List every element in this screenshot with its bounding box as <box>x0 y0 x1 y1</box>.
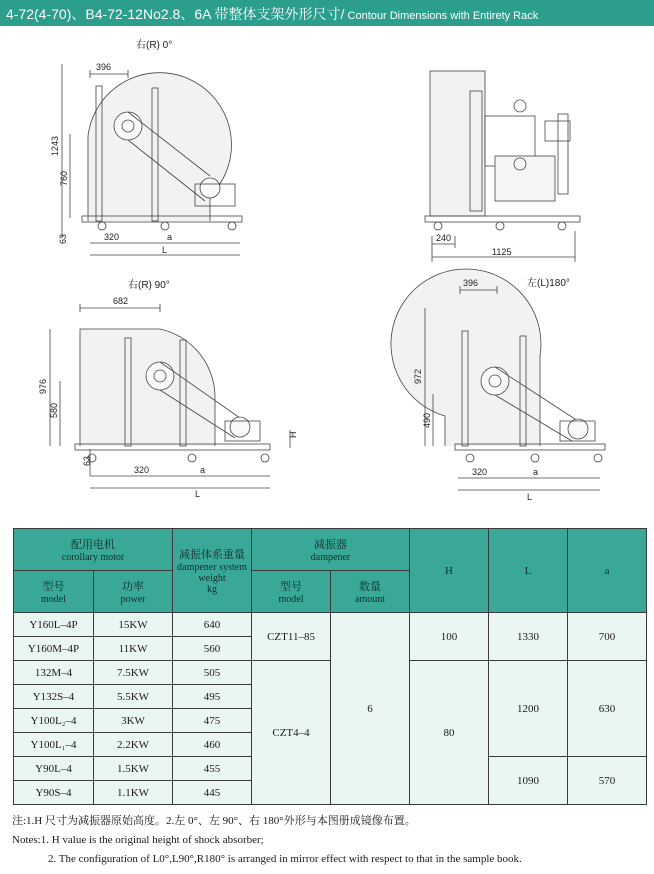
dim-side-240: 240 <box>436 233 452 243</box>
table-row: Y90S–4 1.1KW 445 <box>14 781 647 805</box>
header-weight: 减振体系重量 dampener system weight kg <box>173 529 252 613</box>
dim-r0-h2: 760 <box>59 170 69 186</box>
page-title <box>6 4 538 24</box>
title-en: Contour Dimensions with Entirety Rack <box>344 10 539 22</box>
dim-l180-L: L <box>527 492 533 502</box>
note-en-2: 2. The configuration of L0°,L90°,R180° is arranged in mirror effect with respect to that in the sample book. <box>48 853 522 865</box>
dim-r0-top: 396 <box>96 62 112 72</box>
a-2: 630 <box>568 661 647 757</box>
header-a: a <box>568 529 647 613</box>
title-cn: 4-72(4-70)、B4-72-12No2.8、6A 带整体支架外形尺寸/ <box>6 6 345 22</box>
H-1: 100 <box>410 613 489 661</box>
table-row: Y132S–4 5.5KW 495 <box>14 685 647 709</box>
H-2: 80 <box>410 661 489 805</box>
dim-l180-h1: 972 <box>413 368 423 384</box>
label-l180: 左(L)180° <box>527 278 570 289</box>
table-row: Y100L₁–4 2.2KW 460 <box>14 733 647 757</box>
dim-r0-h1: 1243 <box>50 135 60 156</box>
header-model: 型号 model <box>14 571 94 613</box>
title-bar <box>0 0 654 26</box>
note-en-1: Notes:1. H value is the original height of shock absorber; <box>12 834 264 846</box>
damper-amount: 6 <box>331 613 410 805</box>
L-1: 1330 <box>489 613 568 661</box>
label-r90: 右(R) 90° <box>128 280 170 291</box>
L-2: 1200 <box>489 661 568 757</box>
header-L: L <box>489 529 568 613</box>
table-row: Y100L₂–4 3KW 475 <box>14 709 647 733</box>
header-amount: 数量 amount <box>331 571 410 613</box>
label-r0: 右(R) 0° <box>136 40 173 51</box>
table-row: 132M–4 7.5KW 505 CZT4–4 80 1200 630 <box>14 661 647 685</box>
dim-l180-top: 396 <box>463 278 479 288</box>
dim-r0-L: L <box>162 245 168 255</box>
dim-r90-top: 682 <box>113 296 129 306</box>
notes <box>12 812 652 869</box>
drawings-area <box>0 26 654 526</box>
spec-table <box>13 528 647 805</box>
view-r0 <box>62 64 242 255</box>
dim-r90-h2: 580 <box>49 402 59 418</box>
dim-l180-320: 320 <box>472 467 488 477</box>
table-row: Y160M–4P 11KW 560 <box>14 637 647 661</box>
damper-1: CZT11–85 <box>252 613 331 661</box>
dim-side-1125: 1125 <box>492 247 512 257</box>
dim-r0-base: 63 <box>58 233 68 244</box>
note-cn: 注:1.H 尺寸为减振器原始高度。2.左 0°、左 90°、右 180°外形与本图册成镜像布置。 <box>12 815 416 827</box>
table-row: Y90L–4 1.5KW 455 1090 570 <box>14 757 647 781</box>
L-3: 1090 <box>489 757 568 805</box>
dim-r90-L: L <box>195 489 201 499</box>
header-power: 功率 power <box>94 571 173 613</box>
a-1: 700 <box>568 613 647 661</box>
table-row: Y160L–4P 15KW 640 CZT11–85 6 100 1330 700 <box>14 613 647 637</box>
header-motor: 配用电机 corollary motor <box>14 529 173 571</box>
damper-2: CZT4–4 <box>252 661 331 805</box>
dim-r0-320: 320 <box>104 232 120 242</box>
dim-r90-base: 63 <box>82 455 92 466</box>
dim-r90-H: H <box>288 431 298 438</box>
dim-r90-320: 320 <box>134 465 150 475</box>
header-dmodel: 型号 model <box>252 571 331 613</box>
a-3: 570 <box>568 757 647 805</box>
dim-r90-a: a <box>200 465 206 475</box>
dim-r0-a: a <box>167 232 173 242</box>
dim-l180-a: a <box>533 467 539 477</box>
dim-r90-h1: 976 <box>38 378 48 394</box>
header-damper: 减振器 dampener <box>252 529 410 571</box>
view-l180 <box>391 269 605 490</box>
header-H: H <box>410 529 489 613</box>
dim-l180-h2: 490 <box>422 412 432 428</box>
